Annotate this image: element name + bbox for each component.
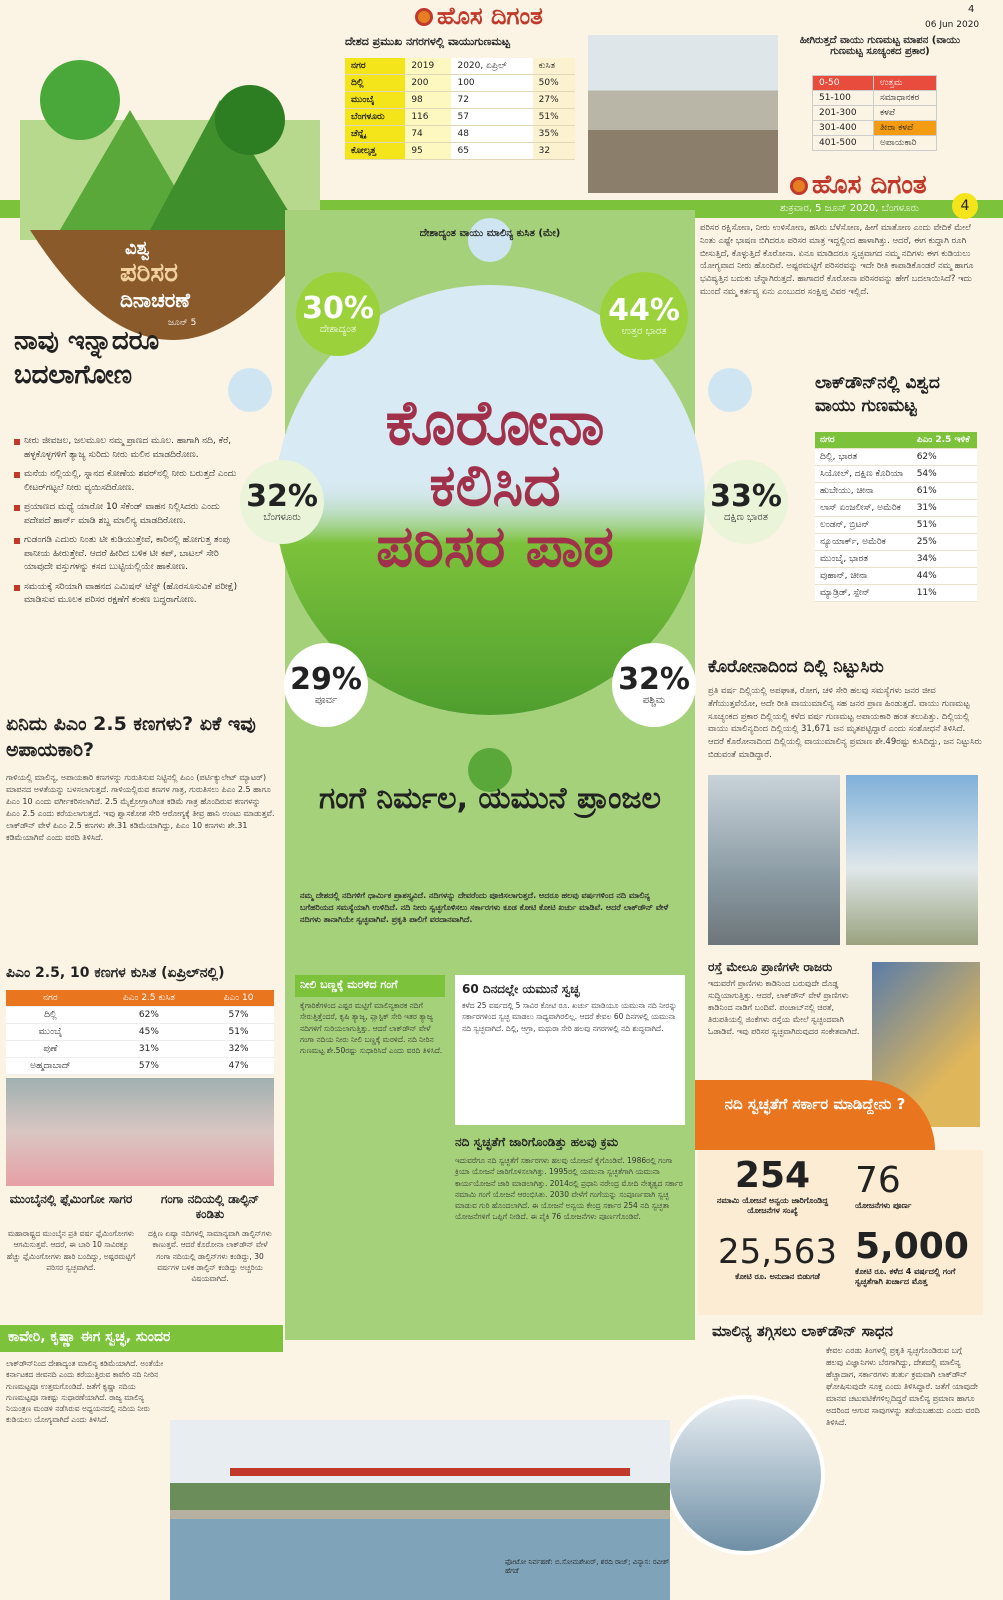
cell: 51%: [533, 109, 575, 126]
cell: 95: [405, 143, 451, 160]
stat-value: 32%: [246, 478, 318, 514]
aqi-scale-table: [812, 75, 937, 151]
stat-east: [284, 643, 368, 727]
cell: 47%: [203, 1058, 274, 1075]
env-day-l2: ಪರಿಸರ: [120, 258, 178, 288]
stat-label: ದೇಶಾದ್ಯಂತ: [319, 323, 357, 335]
cauvery-title: ಕಾವೇರಿ, ಕೃಷ್ಣಾ ಈಗ ಸ್ವಚ್ಛ, ಸುಂದರ: [8, 1329, 171, 1345]
stat-label: ಪಶ್ಚಿಮ: [642, 694, 666, 706]
env-day-l3: ದಿನಾಚರಣೆ: [120, 288, 190, 312]
stat-value: 29%: [290, 661, 362, 697]
cell: ನಗರ: [6, 990, 95, 1007]
cell: ತೀರಾ ಕಳಪೆ: [873, 121, 936, 136]
page-number: 4: [968, 4, 975, 15]
cell: ಸಮಾಧಾನಕರ: [873, 91, 936, 106]
change-title: ನಾವು ಇನ್ನಾದರೂ ಬದಲಾಗೋಣ: [14, 326, 160, 390]
measures-text: ಇದುವರೆಗೂ ನದಿ ಸ್ವಚ್ಛತೆಗೆ ಸರ್ಕಾರಗಳು ಹಲವು ಯೋಜನೆ ಕೈಗೊಂಡಿವೆ. 1986ರಲ್ಲಿ ಗಂಗಾ ಕ್ರಿಯಾ ಯೋಜನೆ ಜಾರಿಗೊಳಿಸಲಾಗಿತ್ತು. 1995ರಲ್ಲಿ ಯಮುನಾ ಸ್ವಚ್ಛತೆಗಾಗಿ ಯಮುನಾ ಕಾರ್ಯಯೋಜನೆ ಜಾರಿ ಮಾಡಲಾಗಿತ್ತು. 2014ರಲ್ಲಿ ಪ್ರಧಾನಿ ನರೇಂದ್ರ ಮೋದಿ ನೇತೃತ್ವದ ಸರ್ಕಾರ ನಮಾಮಿ ಗಂಗೆ ಯೋಜನೆ ಆರಂಭಿಸಿತು. 2030 ವೇಳೆಗೆ ಗಂಗೆಯನ್ನು ಸಂಪೂರ್ಣವಾಗಿ ಸ್ವಚ್ಛ ಮಾಡುವ ಗುರಿ ಹೊಂದಲಾಗಿದೆ. ಈ ಯೋಜನೆ ಅನ್ವಯ ಕೇಂದ್ರ ಸರ್ಕಾರ 254 ನದಿ ಸ್ವಚ್ಛತಾ ಯೋಜನೆಗಳಿಗೆ ಒಪ್ಪಿಗೆ ನೀಡಿದೆ. ಈ ಪೈಕಿ 76 ಯೋಜನೆಗಳು ಪೂರ್ಣಗೊಂಡಿವೆ.: [455, 1156, 683, 1222]
nationwide-label: ದೇಶಾದ್ಯಂತ ವಾಯು ಮಾಲಿನ್ಯ ಕುಸಿತ (ಮೇ): [419, 228, 561, 239]
cell: ದಿಲ್ಲಿ: [6, 1007, 95, 1024]
cell: ಹುಬೇಯು, ಚೀನಾ: [815, 483, 912, 500]
cell: 0-50: [813, 76, 874, 91]
ganga-text: ನಮ್ಮ ದೇಶದಲ್ಲಿ ನದಿಗಳಿಗೆ ಧಾರ್ಮಿಕ ಪ್ರಾಶಸ್ತ್ಯವಿದೆ. ನದಿಗಳನ್ನು ದೇವರೆಂದು ಪೂಜಿಸಲಾಗುತ್ತದೆ. ಆದರೂ ಹಲವು ವರ್ಷಗಳಿಂದ ನದಿ ಮಾಲಿನ್ಯ ಬಗೆಹರಿಯದ ಸಮಸ್ಯೆಯಾಗಿ ಉಳಿದಿದೆ. ನದಿ ನೀರು ಸ್ವಚ್ಛಗೊಳಿಸಲು ಸರ್ಕಾರಗಳು ಕೂಡ ಕೋಟಿ ಕೋಟಿ ಖರ್ಚು ಮಾಡಿವೆ. ಆದರೆ ಲಾಕ್‌ಡೌನ್ ವೇಳೆ ನದಿಗಳು ತಾನಾಗಿಯೇ ಸ್ವಚ್ಛವಾಗಿವೆ. ಪ್ರಕೃತಿ ಪಾಲಿಗೆ ವರದಾನವಾಗಿದೆ.: [300, 891, 669, 924]
cell: 74: [405, 126, 451, 143]
headline-line: ಕಲಿಸಿದ: [429, 451, 561, 520]
table-row: [815, 466, 977, 483]
cell: ವುಹಾನ್, ಚೀನಾ: [815, 568, 912, 585]
cell: 31%: [912, 500, 977, 517]
cell: ನ್ಯೂಯಾರ್ಕ್, ಅಮೆರಿಕ: [815, 534, 912, 551]
cell: ಮುಂಬೈ: [6, 1024, 95, 1041]
list-item: ಪ್ರಯಾಣದ ಮಧ್ಯೆ ಯಾರೋ 10 ಸೆಕೆಂಡ್ ವಾಹನ ನಿಲ್ಲಿಸಿದರು ಎಂದು ಪದೇಪದೆ ಹಾರ್ನ್ ಮಾಡಿ ಶಬ್ದ ಮಾಲಿನ್ಯ ಮಾಡದಿರೋಣ.: [14, 501, 249, 528]
measures-title: ನದಿ ಸ್ವಚ್ಛತೆಗೆ ಜಾರಿಗೊಂಡಿತ್ತು ಹಲವು ಕ್ರಮ: [455, 1135, 619, 1149]
env-day-l1: ವಿಶ್ವ: [125, 238, 150, 259]
cell: ಅಹ್ಮದಾಬಾದ್: [6, 1058, 95, 1075]
stat-label: ಬೆಂಗಳೂರು: [263, 511, 301, 523]
cell: 48: [451, 126, 532, 143]
list-item: ಮನೆಯ ನಲ್ಲಿಯಲ್ಲಿ, ಸ್ನಾನದ ಕೋಣೆಯ ಶವರ್‌ನಲ್ಲಿ ನೀರು ಬರುತ್ತದೆ ಎಂದು ಲೀಟರ್‌ಗಟ್ಟಲೆ ನೀರು ವ್ಯಯಿಸದಿರೋಣ.: [14, 468, 249, 495]
stat-label: ಪೂರ್ವ: [314, 694, 338, 706]
flamingo-photo: [6, 1078, 274, 1186]
stat-value: 30%: [302, 290, 374, 326]
cell: 25%: [912, 534, 977, 551]
table-row: [813, 121, 937, 136]
cell: ಕೋಲ್ಕತ್ತ: [345, 143, 405, 160]
table-row: [6, 1041, 274, 1058]
delhi-photo-before: [708, 775, 840, 945]
dateline: ಶುಕ್ರವಾರ, 5 ಜೂನ್ 2020, ಬೆಂಗಳೂರು: [780, 203, 919, 214]
delhi-photo-after: [846, 775, 978, 945]
table-row: [6, 1007, 274, 1024]
stat-label: ಉತ್ತರ ಭಾರತ: [621, 325, 667, 337]
world-title: ಲಾಕ್‌ಡೌನ್‌ನಲ್ಲಿ ವಿಶ್ವದ ವಾಯು ಗುಣಮಟ್ಟ: [815, 373, 940, 416]
yamuna-box: [455, 975, 685, 1125]
table-row: [6, 1024, 274, 1041]
cell: 32: [533, 143, 575, 160]
cell: ಮುಂಬೈ: [345, 92, 405, 109]
cell: 51%: [912, 517, 977, 534]
cell: 31%: [95, 1041, 203, 1058]
stat-west: [612, 643, 696, 727]
cell: 45%: [95, 1024, 203, 1041]
stat-value: 76: [855, 1160, 901, 1201]
flamingo-text: ಮಹಾರಾಷ್ಟ್ರದ ಮುಂಬೈನ ಪ್ರತಿ ವರ್ಷ ಫ್ಲೆಮಿಂಗೋಗಳು ಆಗಮಿಸುತ್ತವೆ. ಆದರೆ, ಈ ಬಾರಿ 10 ಸಾವಿರಕ್ಕೂ ಹೆಚ್ಚು ಫ್ಲೆಮಿಂಗೋಗಳು ಹಾರಿ ಬಂದಿದ್ದು, ಅಷ್ಟರಮಟ್ಟಿಗೆ ಪರಿಸರ ಸ್ವಚ್ಛವಾಗಿದೆ.: [6, 1229, 136, 1272]
blue-title: ನೀಲಿ ಬಣ್ಣಕ್ಕೆ ಮರಳಿದ ಗಂಗೆ: [300, 978, 398, 991]
dolphin-title: ಗಂಗಾ ನದಿಯಲ್ಲಿ ಡಾಲ್ಫಿನ್ ಕಂಡಿತು: [160, 1192, 260, 1221]
delhi-text: ಪ್ರತಿ ವರ್ಷ ದಿಲ್ಲಿಯಲ್ಲಿ ಅಪಘಾತ, ರೋಗ, ಚಳಿ ಸೇರಿ ಹಲವು ಸಮಸ್ಯೆಗಳು ಜನರ ಜೀವ ತೆಗೆಯುತ್ತವೆಯೋ, ಅದೇ ರೀತಿ ವಾಯುಮಾಲಿನ್ಯ ಸಹ ಜನರ ಪ್ರಾಣ ಹಿಂಡುತ್ತದೆ. ವಾಯು ಗುಣಮಟ್ಟ ಸೂಚ್ಯಂಕದ ಪ್ರಕಾರ ದಿಲ್ಲಿಯಲ್ಲಿ ಕಳೆದ ವರ್ಷ ಗುಣಮಟ್ಟ ಅಪಾಯಕಾರಿ ಹಂತ ತಲುಪಿತ್ತು. ದಿಲ್ಲಿಯಲ್ಲಿ ವಾಯು ಮಾಲಿನ್ಯದಿಂದ ದಿಲ್ಲಿಯಲ್ಲಿ 31,671 ಜನ ಮೃತಪಟ್ಟಿದ್ದಾರೆ ಎಂದು ಸಂಶೋಧನೆ ತಿಳಿಸಿದೆ. ಆದರೆ ಕೊರೋನಾದಿಂದ ದಿಲ್ಲಿಯಲ್ಲಿ ವಾಯುಮಾಲಿನ್ಯ ಪ್ರಮಾಣ ಶೇ.49ರಷ್ಟು ಕುಸಿದಿದ್ದು, ಜನ ನಿಟ್ಟುಸಿರು ಬಿಡುವಂತೆ ಮಾಡಿದ್ದಾರೆ.: [708, 686, 982, 760]
cell: 116: [405, 109, 451, 126]
cell: 50%: [533, 75, 575, 92]
river-circle-photo: [665, 1395, 825, 1555]
stat-label: ಕೋಟಿ ರೂ. ಕಳೆದ 4 ವರ್ಷದಲ್ಲಿ ಗಂಗೆ ಸ್ವಚ್ಛತೆಗಾಗಿ ಖರ್ಚಾದ ಮೊತ್ತ: [855, 1267, 956, 1286]
stat-label: ದಕ್ಷಿಣ ಭಾರತ: [724, 511, 768, 523]
blue-text: ಕೈಗಾರಿಕೆಗಳಿಂದ ಎಷ್ಟರ ಮಟ್ಟಿಗೆ ಮಾಲಿನ್ಯಕಾರಕ ನದಿಗೆ ಸೇರುತ್ತಿತ್ತೆಂದರೆ, ಕೃಷಿ ತ್ಯಾಜ್ಯ, ಪ್ಲಾಸ್ಟಿಕ್ ಸೇರಿ ಇತರ ತ್ಯಾಜ್ಯ ನದಿಗಳಿಗೆ ಸುರಿಯಲಾಗುತ್ತಿತ್ತು. ಆದರೆ ಲಾಕ್‌ಡೌನ್ ವೇಳೆ ಗಂಗಾ ನದಿಯ ನೀರು ನೀಲಿ ಬಣ್ಣಕ್ಕೆ ಮರಳಿದೆ. ನದಿ ನೀರಿನ ಗುಣಮಟ್ಟ ಶೇ.50ರಷ್ಟು ಸುಧಾರಿಸಿದೆ ಎಂದು ವರದಿ ತಿಳಿಸಿದೆ.: [300, 1001, 443, 1055]
list-item: ಸಮಯಕ್ಕೆ ಸರಿಯಾಗಿ ವಾಹನದ ಎಮಿಷನ್ ಟೆಸ್ಟ್ (ಹೊರಸೂಸುವಿಕೆ ಪರೀಕ್ಷೆ) ಮಾಡಿಸುವ ಮೂಲಕ ಪರಿಸರ ರಕ್ಷಣೆಗೆ ಕಂಕಣ ಬದ್ಧರಾಗೋಣ.: [14, 581, 249, 608]
cell: 401-500: [813, 136, 874, 151]
table-row: [6, 990, 274, 1007]
stat-label: ಕೋಟಿ ರೂ. ಅನುದಾನ ಬಿಡುಗಡೆ: [735, 1272, 820, 1281]
cell: ನಗರ: [815, 432, 912, 449]
cell: 98: [405, 92, 451, 109]
page-badge: 4: [952, 193, 978, 219]
masthead-main: ಹೊಸ ದಿಗಂತ: [790, 170, 927, 201]
cell: 61%: [912, 483, 977, 500]
cell: 57: [451, 109, 532, 126]
aqi-table-title: ದೇಶದ ಪ್ರಮುಖ ನಗರಗಳಲ್ಲಿ ವಾಯುಗುಣಮಟ್ಟ: [345, 35, 510, 48]
cell: ನಗರ: [345, 58, 405, 75]
change-list: [14, 435, 249, 614]
cell: ಲಾಸ್ ಏಂಜಲೀಸ್, ಅಮೆರಿಕ: [815, 500, 912, 517]
table-row: [345, 92, 575, 109]
lockdown-title: ಮಾಲಿನ್ಯ ತಗ್ಗಿಸಲು ಲಾಕ್‌ಡೌನ್ ಸಾಧನ: [712, 1322, 893, 1340]
aqi-table: [345, 58, 575, 160]
cell: 27%: [533, 92, 575, 109]
cell: 57%: [203, 1007, 274, 1024]
env-day-date: ಜೂನ್ 5: [168, 318, 197, 328]
cell: 62%: [912, 449, 977, 466]
yamuna-text: ಕಳೆದ 25 ವರ್ಷದಲ್ಲಿ 5 ಸಾವಿರ ಕೋಟಿ ರೂ. ಖರ್ಚು ಮಾಡಿಯೂ ಯಮುನಾ ನದಿ ನೀರನ್ನು ಸರ್ಕಾರಗಳಿಂದ ಸ್ವಚ್ಛ ಮಾಡಲು ಸಾಧ್ಯವಾಗಿರಲಿಲ್ಲ. ಆದರೆ ಕೇವಲ 60 ದಿನಗಳಲ್ಲಿ ಯಮುನಾ ನದಿ ಸ್ವಚ್ಛವಾಗಿದೆ. ದಿಲ್ಲಿ, ಆಗ್ರಾ, ಮಥುರಾ ಸೇರಿ ಹಲವು ನಗರಗಳಲ್ಲಿ ನದಿ ಶುದ್ಧವಾಗಿದೆ.: [462, 1001, 677, 1033]
world-aqi-table: [815, 432, 977, 602]
cell: ಬೆಂಗಳೂರು: [345, 109, 405, 126]
cell: 32%: [203, 1041, 274, 1058]
cell: 57%: [95, 1058, 203, 1075]
logo-icon: [415, 8, 433, 26]
cell: 200: [405, 75, 451, 92]
stat-label: ಯೋಜನೆಗಳು ಪೂರ್ಣ: [855, 1201, 912, 1210]
cell: ಲಂಡನ್, ಬ್ರಿಟನ್: [815, 517, 912, 534]
table-row: [813, 91, 937, 106]
table-row: [815, 517, 977, 534]
pm-table-title: ಪಿಎಂ 2.5, 10 ಕಣಗಳ ಕುಸಿತ (ಏಪ್ರಿಲ್‌ನಲ್ಲಿ): [6, 965, 225, 981]
cell: ಉತ್ತಮ: [873, 76, 936, 91]
list-item: ಗುಡಂಗಡಿ ಎದುರು ನಿಂತು ಟೀ ಕುಡಿಯುತ್ತೇವೆ, ಕಾರಿನಲ್ಲಿ ಹೋಗುತ್ತ ತಂಪು ಪಾನೀಯ ಹೀರುತ್ತೇವೆ. ಆದರೆ ಹೀರಿದ ಬಳಿಕ ಟೀ ಕಪ್, ಬಾಟಲ್ ಸೇರಿ ಯಾವುದೇ ವಸ್ತುಗಳನ್ನು ಕಸದ ಬುಟ್ಟಿಯಲ್ಲಿಯೇ ಹಾಕೋಣ.: [14, 534, 249, 575]
govt-stat-3: [705, 1232, 850, 1282]
table-row: [815, 534, 977, 551]
cell: ಚೆನ್ನೈ: [345, 126, 405, 143]
cell: 35%: [533, 126, 575, 143]
cell: 51%: [203, 1024, 274, 1041]
ganga-title: ಗಂಗೆ ನಿರ್ಮಲ, ಯಮುನೆ ಪ್ರಾಂಜಲ: [319, 781, 661, 816]
table-row: [813, 106, 937, 121]
cell: 65: [451, 143, 532, 160]
table-row: [6, 1058, 274, 1075]
table-row: [815, 500, 977, 517]
cell: ದಿಲ್ಲಿ, ಭಾರತ: [815, 449, 912, 466]
table-row: [345, 109, 575, 126]
cell: ಪುಣೆ: [6, 1041, 95, 1058]
table-row: [345, 75, 575, 92]
cell: 2020, ಏಪ್ರಿಲ್: [451, 58, 532, 75]
cell: 2019: [405, 58, 451, 75]
cell: 54%: [912, 466, 977, 483]
city-haze-photo: [588, 35, 778, 193]
cell: 51-100: [813, 91, 874, 106]
list-item: ನೀರು ಜೀವಜಲ, ಜಲಮೂಲ ನಮ್ಮ ಪ್ರಾಣದ ಮೂಲ. ಹಾಗಾಗಿ ನದಿ, ಕೆರೆ, ಹಳ್ಳಕೊಳ್ಳಗಳಿಗೆ ತ್ಯಾಜ್ಯ ಸುರಿದು ನೀರು ಮಲಿನ ಮಾಡದಿರೋಣ.: [14, 435, 249, 462]
govt-stat-4: [855, 1226, 980, 1287]
date-top: 06 Jun 2020: [925, 20, 980, 30]
table-row: [815, 585, 977, 602]
cell: ಕುಸಿತ: [533, 58, 575, 75]
bridge-shape: [230, 1468, 630, 1476]
stat-label: ನಮಾಮಿ ಯೋಜನೆ ಅನ್ವಯ ಜಾರಿಗೊಂಡಿದ್ದ ಯೋಜನೆಗಳ ಸಂಖ್ಯೆ: [716, 1196, 829, 1215]
cell: 11%: [912, 585, 977, 602]
headline-line: ಕೊರೋನಾ: [385, 386, 605, 459]
yamuna-title: 60 ದಿನದಲ್ಲೇ ಯಮುನೆ ಸ್ವಚ್ಛ: [462, 982, 580, 996]
masthead-top: ಹೊಸ ದಿಗಂತ: [415, 2, 543, 30]
cell: ಪಿಎಂ 2.5 ಕುಸಿತ: [95, 990, 203, 1007]
cell: ದಿಲ್ಲಿ: [345, 75, 405, 92]
photo-credit: ಫೋಟೋ ನಿರ್ವಹಣೆ: ಬಿ.ಸೋಮಶೇಖರ್, ಶರದಿ ರಾಜ್; ವಿನ್ಯಾಸ: ರವೀಶ್ ಹೆಗಡೆ: [505, 1558, 670, 1575]
flamingo-title: ಮುಂಬೈನಲ್ಲಿ ಫ್ಲೆಮಿಂಗೋ ಸಾಗರ: [9, 1192, 133, 1206]
table-row: [815, 449, 977, 466]
table-row: [815, 432, 977, 449]
stat-value: 44%: [608, 292, 680, 328]
headline-line: ಪರಿಸರ ಪಾಠ: [376, 511, 614, 580]
rajasthan-text: ಇದುವರೆಗೆ ಪ್ರಾಣಿಗಳು ಕಾಡಿನಿಂದ ಬರುವುದೇ ದೊಡ್ಡ ಸುದ್ದಿಯಾಗುತ್ತಿತ್ತು. ಆದರೆ, ಲಾಕ್‌ಡೌನ್ ವೇಳೆ ಪ್ರಾಣಿಗಳು ಕಾಡಿನಿಂದ ನಾಡಿಗೆ ಬಂದಿವೆ. ಪಂಜಾಬ್‌ನಲ್ಲಿ ಚಿರತೆ, ತಿರುಪತಿಯಲ್ಲಿ ಜಿಂಕೆಗಳು ರಸ್ತೆಯ ಮೇಲೆ ಸ್ವಚ್ಛಂದವಾಗಿ ಓಡಾಡಿವೆ. ಇವು ಪರಿಸರ ಸ್ವಚ್ಛವಾಗಿರುವುದರ ಸಂಕೇತವಾಗಿದೆ.: [708, 979, 860, 1036]
stat-value: 5,000: [855, 1226, 969, 1267]
table-row: [815, 551, 977, 568]
table-row: [345, 143, 575, 160]
govt-stat-2: [855, 1160, 975, 1211]
pm-text: ಗಾಳಿಯಲ್ಲಿ ಮಾಲಿನ್ಯ, ಅಪಾಯಕಾರಿ ಕಣಗಳನ್ನು ಗುರುತಿಸುವ ನಿಟ್ಟಿನಲ್ಲಿ ಪಿಎಂ (ಪರ್ಟಿಕ್ಯುಲೇಟ್ ಮ್ಯಾಟರ್) ಮಾಪನದ ಅಳತೆಯನ್ನು ಬಳಸಲಾಗುತ್ತದೆ. ಗಾಳಿಯಲ್ಲಿರುವ ಕಣಗಳ ಗಾತ್ರ, ಗುರುತಿಸಲು ಪಿಎಂ 2.5 ಹಾಗೂ ಪಿಎಂ 10 ಎಂದು ವರ್ಗೀಕರಿಸಲಾಗಿದೆ. 2.5 ಮೈಕ್ರೋಗ್ರಾಂಗಿಂತ ಕಡಿಮೆ ಗಾತ್ರ ಹೊಂದಿರುವ ಕಣಗಳನ್ನು ಪಿಎಂ 2.5 ಎಂದು ಕರೆಯಲಾಗುತ್ತದೆ. ಇವು ಶ್ವಾಸಕೋಶ ಸೇರಿ ಆರೋಗ್ಯಕ್ಕೆ ತೀವ್ರ ಹಾನಿ ಉಂಟು ಮಾಡುತ್ತವೆ. ಲಾಕ್‌ಡೌನ್ ವೇಳೆ ಪಿಎಂ 2.5 ಕಣಗಳು ಶೇ.31 ಕಡಿಮೆಯಾಗಿದ್ದು, ಪಿಎಂ 10 ಕಣಗಳು ಶೇ.31 ಕಡಿಮೆಯಾಗಿವೆ ಎಂದು ವರದಿ ತಿಳಿಸಿದೆ.: [6, 773, 275, 842]
rajasthan-title: ರಸ್ತೆ ಮೇಲೂ ಪ್ರಾಣಿಗಳೇ ರಾಜರು: [708, 960, 833, 974]
dolphin-text: ದಕ್ಷಿಣ ಏಷ್ಯಾ ನದಿಗಳಲ್ಲಿ ಸಾಮಾನ್ಯವಾಗಿ ಡಾಲ್ಫಿನ್‌ಗಳು ಕಾಣುತ್ತವೆ. ಆದರೆ ಕೊರೋನಾ ಲಾಕ್‌ಡೌನ್ ವೇಳೆ ಗಂಗಾ ನದಿಯಲ್ಲಿ ಡಾಲ್ಫಿನ್‌ಗಳು ಕಂಡಿದ್ದು, 30 ವರ್ಷಗಳ ಬಳಿಕ ಡಾಲ್ಫಿನ್ ಕಂಡಿದ್ದು ಅಚ್ಚರಿಯ ವಿಷಯವಾಗಿದೆ.: [148, 1229, 272, 1283]
govt-title: ನದಿ ಸ್ವಚ್ಛತೆಗೆ ಸರ್ಕಾರ ಮಾಡಿದ್ದೇನು ?: [724, 1095, 906, 1113]
main-headline: [300, 386, 690, 580]
pm-table: [6, 990, 274, 1075]
cell: 301-400: [813, 121, 874, 136]
stat-south: [704, 460, 788, 544]
cell: ಮ್ಯಾಡ್ರಿಡ್, ಸ್ಪೇನ್: [815, 585, 912, 602]
stat-value: 32%: [618, 661, 690, 697]
stat-north: [600, 272, 688, 360]
stat-value: 25,563: [718, 1232, 837, 1272]
cell: 34%: [912, 551, 977, 568]
govt-banner: [695, 1080, 935, 1150]
pm-title: ಏನಿದು ಪಿಎಂ 2.5 ಕಣಗಳು? ಏಕೆ ಇವು ಅಪಾಯಕಾರಿ?: [6, 713, 256, 761]
cell: ಕಳಪೆ: [873, 106, 936, 121]
cell: ಸಿಯೋಲ್, ದಕ್ಷಿಣ ಕೊರಿಯಾ: [815, 466, 912, 483]
cell: ಅಪಾಯಕಾರಿ: [873, 136, 936, 151]
lockdown-text: ಕೇವಲ ಎರಡು ತಿಂಗಳಲ್ಲಿ ಪ್ರಕೃತಿ ಸ್ವಚ್ಛಗೊಂಡಿರುವ ಬಗ್ಗೆ ಹಲವು ವಿಜ್ಞಾನಿಗಳು ಬೆರಗಾಗಿದ್ದು, ದೇಶದಲ್ಲಿ ಮಾಲಿನ್ಯ ಹೆಚ್ಚಾದಾಗ, ಸರ್ಕಾರಗಳು ತುರ್ತು ಕ್ರಮವಾಗಿ ಲಾಕ್‌ಡೌನ್ ಘೋಷಿಸುವುದೇ ಸೂಕ್ತ ಎಂದು ತಿಳಿಸಿದ್ದಾರೆ. ಜತೆಗೆ ಯಾವುದೇ ಮಾನವ ಚಟುವಟಿಕೆಗಳಿಲ್ಲದಿದ್ದರೆ ಮಾಲಿನ್ಯ ಪ್ರಮಾಣ ಹಾಗೂ ಅದರಿಂದ ಆಗುವ ಸಾವುಗಳನ್ನು ತಡೆಯಬಹುದು ಎಂದು ವರದಿ ತಿಳಿಸಿದೆ.: [826, 1346, 980, 1427]
cell: 62%: [95, 1007, 203, 1024]
stat-value: 254: [734, 1155, 811, 1196]
table-row: [815, 483, 977, 500]
cauvery-text: ಲಾಕ್‌ಡೌನ್‌ನಿಂದ ದೇಶಾದ್ಯಂತ ಮಾಲಿನ್ಯ ಕಡಿಮೆಯಾಗಿದೆ. ಅಂತೆಯೇ ಕರ್ನಾಟಕದ ಜೀವನದಿ ಎಂದು ಕರೆಯುತ್ತಿರುವ ಕಾವೇರಿ ನದಿ ನೀರಿನ ಗುಣಮಟ್ಟವೂ ಉತ್ತಮಗೊಂಡಿದೆ. ಜತೆಗೆ ಕೃಷ್ಣಾ ನದಿಯ ಗುಣಮಟ್ಟವೂ ಸಾಕಷ್ಟು ಸುಧಾರಣೆಯಾಗಿದೆ. ರಾಜ್ಯ ಮಾಲಿನ್ಯ ನಿಯಂತ್ರಣ ಮಂಡಳಿ ನಡೆಸಿರುವ ಅಧ್ಯಯನದಲ್ಲಿ ನದಿಯ ನೀರು ಕುಡಿಯಲು ಯೋಗ್ಯವಾಗಿದೆ ಎಂದು ತಿಳಿಸಿದೆ.: [6, 1359, 164, 1425]
cell: 44%: [912, 568, 977, 585]
cell: ಮುಂಬೈ, ಭಾರತ: [815, 551, 912, 568]
table-row: [813, 136, 937, 151]
logo-icon: [790, 177, 808, 195]
cell: ಪಿಎಂ 10: [203, 990, 274, 1007]
table-row: [345, 126, 575, 143]
intro-text: ಪರಿಸರ ರಕ್ಷಿಸೋಣ, ನೀರು ಉಳಿಸೋಣ, ಹಸಿರು ಬೆಳೆಸೋಣ, ಹೀಗೆ ಮಾತೋಣ ಎಂದು ವೇದಿಕೆ ಮೇಲೆ ನಿಂತು ಎಷ್ಟೇ ಭಾಷಣ ಬಿಗಿದರೂ ಪರಿಸರ ಮಾತ್ರ ಇದ್ದಲ್ಲಿಂದ ಹಾಳಾಗಿತ್ತು. ಆದರೆ, ಈಗ ಕುದ್ದಾಗಿ ರೂಗಿ ಬೀಸುತ್ತಿದೆ, ಕೊಳ್ಳುತ್ತಿದೆ ಕೊರೋನಾ. ಏನೂ ಮಾಡಿದರೂ ಸ್ವಚ್ಛವಾಗದ ನಮ್ಮ ನದಿಗಳು ಈಗ ಕುಡಿಯಲು ಯೋಗ್ಯವಾದ ನೀರು ಹೊಂದಿವೆ. ಅಷ್ಟರಮಟ್ಟಿಗೆ ಪರಿಸರವನ್ನು ಇದೇ ರೀತಿ ಕಾಪಾಡಿಕೊಂಡರೆ ನಮ್ಮ ಹಾಗೂ ಭವಿಷ್ಯತ್ತಿನ ಬದುಕು ಚೆನ್ನಾಗಿರುತ್ತದೆ. ಹಾಗಾದರೆ ಕೊರೋನಾ ಪರಿಸರವನ್ನು ಹೇಗೆ ಬದಲಾಯಿಸಿದೆ? ಇದು ಮುಂದೆ ನಮ್ಮ ಕರ್ತವ್ಯ ಏನು ಎಂಬುದರ ಸಂಕ್ಷಿಪ್ತ ವಿವರ ಇಲ್ಲಿದೆ.: [700, 223, 974, 297]
scale-title: ಹೀಗಿರುತ್ತದೆ ವಾಯು ಗುಣಮಟ್ಟ ಮಾಪನ (ವಾಯು ಗುಣಮಟ್ಟ ಸೂಚ್ಯಂಕದ ಪ್ರಕಾರ): [799, 35, 961, 57]
cell: 100: [451, 75, 532, 92]
delhi-title: ಕೊರೋನಾದಿಂದ ದಿಲ್ಲಿ ನಿಟ್ಟುಸಿರು: [708, 657, 884, 677]
govt-stat-1: [705, 1155, 840, 1216]
table-row: [345, 58, 575, 75]
cell: ಪಿಎಂ 2.5 ಇಳಿಕೆ: [912, 432, 977, 449]
stat-value: 33%: [710, 478, 782, 514]
cell: 201-300: [813, 106, 874, 121]
cell: 72: [451, 92, 532, 109]
table-row: [815, 568, 977, 585]
stat-nationwide: [296, 272, 380, 356]
table-row: [813, 76, 937, 91]
